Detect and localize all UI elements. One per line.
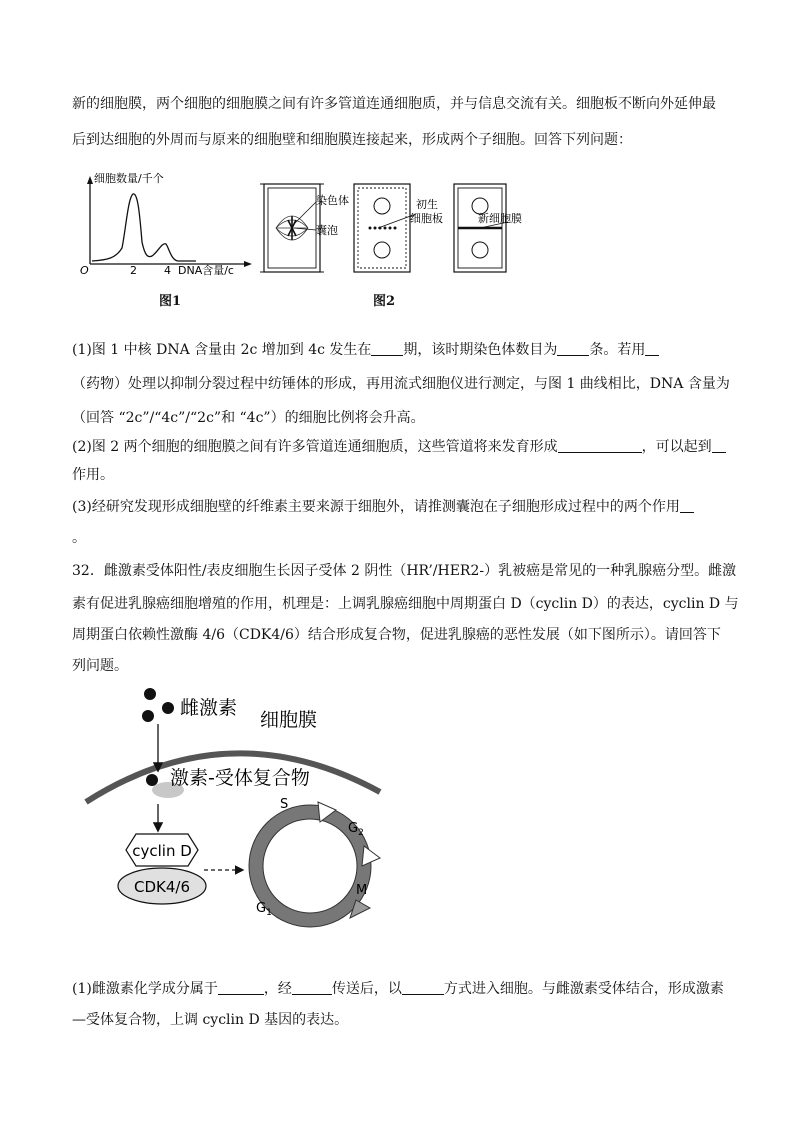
q32-1-blank-transport[interactable]: [292, 980, 332, 995]
q3-line-2: 。: [72, 530, 86, 546]
fig3-cdk-label: CDK4/6: [133, 878, 191, 896]
q2-text-a1: (2)图 2 两个细胞的细胞膜之间有许多管道连通细胞质，这些管道将来发育形成: [72, 439, 558, 455]
q1-text-a3: 条。若用: [589, 342, 646, 358]
figure-1: [78, 168, 258, 278]
phase-g1-label: $G_1$: [256, 901, 272, 918]
estrogen-dot: [144, 688, 156, 700]
q1-blank-phase[interactable]: [371, 341, 403, 356]
fig2-label-chromosome: 染色体: [316, 194, 349, 207]
q32-1-text-a2: ，经: [263, 981, 292, 997]
fig1-x-arrow: [244, 261, 252, 267]
fig1-curve: [92, 194, 196, 261]
fig3-estrogen-label: 雌激素: [180, 697, 238, 719]
intro-line-2: 后到达细胞的外周而与原来的细胞壁和细胞膜连接起来，形成两个子细胞。回答下列问题：: [72, 132, 632, 148]
phase-m-label: M: [356, 883, 368, 898]
q2-line-2: 作用。: [72, 467, 114, 483]
q32-line-3: 周期蛋白依赖性激酶 4/6（CDK4/6）结合形成复合物，促进乳腺癌的恶性发展（如下图所示）。请回答下: [72, 627, 721, 643]
fig2-label-cell-plate-2: 细胞板: [410, 212, 443, 225]
figure-3: [80, 680, 420, 950]
q3-text-a: (3)经研究发现形成细胞壁的纤维素主要来源于细胞外，请推测囊泡在子细胞形成过程中的两个作用: [72, 499, 680, 515]
fig1-caption: 图1: [159, 294, 182, 309]
estrogen-dot: [142, 710, 154, 722]
q1-line-3: （回答 “2c”/“4c”/“2c”和 “4c”）的细胞比例将会升高。: [72, 410, 425, 426]
q2-line-1: [72, 437, 726, 457]
fig2-vesicles: [369, 227, 397, 230]
fig2-label-new-membrane: 新细胞膜: [478, 212, 522, 225]
q32-line-2: 素有促进乳腺癌细胞增殖的作用，机理是：上调乳腺癌细胞中周期蛋白 D（cyclin D）的表达，cyclin D 与: [72, 596, 739, 612]
fig2-caption: 图2: [373, 294, 396, 309]
q32-1-text-a1: (1)雌激素化学成分属于: [72, 981, 218, 997]
fig1-x-label: DNA含量/c: [178, 264, 234, 277]
fig2-label-cell-plate-1: 初生: [416, 198, 438, 211]
fig1-y-arrow: [87, 176, 93, 184]
q2-text-a2: ，可以起到: [641, 439, 712, 455]
fig1-tick-2: 2: [130, 264, 137, 277]
q1-line-1: [72, 340, 659, 360]
fig2-label-vesicle: 囊泡: [316, 224, 338, 237]
q2-blank-structure[interactable]: [558, 438, 642, 453]
q1-text-a1: (1)图 1 中核 DNA 含量由 2c 增加到 4c 发生在: [72, 342, 372, 358]
intro-line-1: 新的细胞膜，两个细胞的细胞膜之间有许多管道连通细胞质，并与信息交流有关。细胞板不断向外延伸最: [72, 96, 716, 112]
estrogen-dot: [162, 702, 174, 714]
fig1-tick-4: 4: [164, 264, 171, 277]
fig3-complex-label: 激素-受体复合物: [170, 767, 310, 789]
q1-blank-drug[interactable]: [645, 341, 659, 356]
q1-line-2: （药物）处理以抑制分裂过程中纺锤体的形成，再用流式细胞仪进行测定，与图 1 曲线相比，DNA 含量为: [72, 376, 730, 392]
q32-line-1: 32．雌激素受体阳性/表皮细胞生长因子受体 2 阴性（HR’/HER2-）乳被癌是常见的一种乳腺癌分型。雌激: [72, 563, 737, 579]
fig2-cell-2: [354, 184, 410, 272]
q32-line-4: 列问题。: [72, 658, 128, 674]
q32-1-line-1: [72, 979, 724, 999]
q3-blank-roles[interactable]: [680, 498, 694, 513]
fig1-y-label: 细胞数量/千个: [94, 172, 164, 185]
q2-blank-function[interactable]: [712, 438, 726, 453]
fig3-cyclin-label: cyclin D: [132, 842, 192, 860]
fig3-membrane-label: 细胞膜: [260, 709, 318, 731]
phase-g2-label: $G_2$: [348, 821, 364, 838]
phase-s-label: S: [280, 797, 289, 812]
q32-1-blank-chem[interactable]: [218, 980, 264, 995]
q1-text-a2: 期，该时期染色体数目为: [403, 342, 558, 358]
fig1-origin: O: [80, 264, 89, 277]
q3-line-1: [72, 497, 694, 517]
q32-1-text-a4: 方式进入细胞。与雌激素受体结合，形成激素: [443, 981, 724, 997]
q32-1-text-a3: 传送后，以: [331, 981, 402, 997]
q1-blank-chromosome-count[interactable]: [557, 341, 589, 356]
q32-1-blank-entry[interactable]: [402, 980, 444, 995]
figure-2: [258, 176, 522, 286]
q32-1-line-2: —受体复合物，上调 cyclin D 基因的表达。: [72, 1012, 349, 1028]
complex-dot: [146, 774, 158, 786]
